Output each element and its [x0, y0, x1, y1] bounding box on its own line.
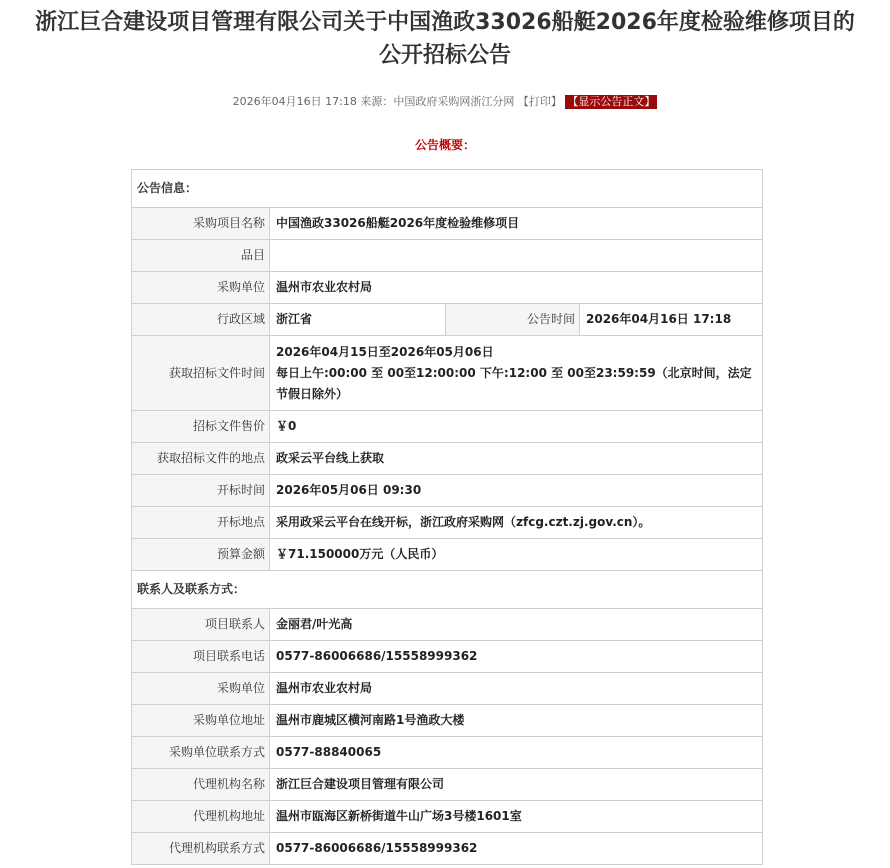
contact-value: 0577-86006686/15558999362 — [270, 833, 763, 865]
doc-time-daily-hours: 每日上午:00:00 至 00至12:00:00 下午:12:00 至 00至23:59:59（北京时间，法定节假日除外） — [276, 365, 752, 401]
table-row — [132, 411, 763, 443]
table-row — [132, 272, 763, 304]
field-label: 采购单位 — [132, 272, 270, 304]
contact-value: 温州市农业农村局 — [270, 673, 763, 705]
project-name-value: 中国渔政33026船艇2026年度检验维修项目 — [270, 208, 763, 240]
table-row — [132, 609, 763, 641]
field-label: 采购单位联系方式 — [132, 737, 270, 769]
field-label: 获取招标文件的地点 — [132, 443, 270, 475]
table-row — [132, 475, 763, 507]
title-line-2: 公开招标公告 — [378, 43, 511, 68]
table-row — [132, 705, 763, 737]
field-label: 代理机构地址 — [132, 801, 270, 833]
publish-datetime: 2026年04月16日 17:18 — [232, 95, 357, 108]
table-row — [132, 507, 763, 539]
table-row — [132, 304, 763, 336]
doc-time-value — [270, 336, 763, 411]
section-row-contact — [132, 571, 763, 609]
table-row — [132, 539, 763, 571]
table-row — [132, 336, 763, 411]
field-label: 项目联系人 — [132, 609, 270, 641]
table-row — [132, 641, 763, 673]
section-heading-notice: 公告信息： — [132, 170, 763, 208]
show-notice-button[interactable]: 【显示公告正文】 — [567, 95, 656, 108]
doc-place-value: 政采云平台线上获取 — [270, 443, 763, 475]
table-row — [132, 801, 763, 833]
field-label: 采购单位地址 — [132, 705, 270, 737]
field-label: 开标地点 — [132, 507, 270, 539]
section-heading-contact: 联系人及联系方式： — [132, 571, 763, 609]
doc-price-value: ￥0 — [270, 411, 763, 443]
contact-value: 金丽君/叶光高 — [270, 609, 763, 641]
field-label: 代理机构联系方式 — [132, 833, 270, 865]
notice-time-value: 2026年04月16日 17:18 — [580, 304, 763, 336]
region-value: 浙江省 — [270, 304, 446, 336]
table-row — [132, 240, 763, 272]
section-row-notice — [132, 170, 763, 208]
field-label: 预算金额 — [132, 539, 270, 571]
contact-value: 温州市瓯海区新桥街道牛山广场3号楼1601室 — [270, 801, 763, 833]
purchaser-value: 温州市农业农村局 — [270, 272, 763, 304]
contact-value: 0577-88840065 — [270, 737, 763, 769]
table-row — [132, 673, 763, 705]
field-label: 招标文件售价 — [132, 411, 270, 443]
table-row — [132, 737, 763, 769]
table-row — [132, 208, 763, 240]
field-label: 代理机构名称 — [132, 769, 270, 801]
print-link[interactable]: 【打印】 — [517, 95, 562, 108]
field-label: 采购项目名称 — [132, 208, 270, 240]
source-label: 来源： — [360, 95, 394, 108]
budget-value: ￥71.150000万元（人民币） — [270, 539, 763, 571]
table-row — [132, 443, 763, 475]
field-label: 项目联系电话 — [132, 641, 270, 673]
open-place-value: 采用政采云平台在线开标，浙江政府采购网（zfcg.czt.zj.gov.cn）。 — [270, 507, 763, 539]
notice-summary-table — [131, 169, 763, 865]
notice-meta — [0, 94, 890, 110]
contact-value: 0577-86006686/15558999362 — [270, 641, 763, 673]
table-row — [132, 769, 763, 801]
field-label: 获取招标文件时间 — [132, 336, 270, 411]
open-time-value: 2026年05月06日 09:30 — [270, 475, 763, 507]
page-title — [0, 6, 890, 72]
field-label: 公告时间 — [446, 304, 580, 336]
title-line-1: 浙江巨合建设项目管理有限公司关于中国渔政33026船艇2026年度检验维修项目的 — [35, 10, 855, 35]
contact-value: 温州市鹿城区横河南路1号渔政大楼 — [270, 705, 763, 737]
doc-time-date-range: 2026年04月15日至2026年05月06日 — [276, 344, 494, 359]
field-label: 开标时间 — [132, 475, 270, 507]
field-label: 品目 — [132, 240, 270, 272]
field-label: 采购单位 — [132, 673, 270, 705]
contact-value: 浙江巨合建设项目管理有限公司 — [270, 769, 763, 801]
table-row — [132, 833, 763, 865]
source-name: 中国政府采购网浙江分网 — [393, 95, 515, 108]
field-label: 行政区域 — [132, 304, 270, 336]
summary-heading: 公告概要： — [414, 138, 475, 152]
category-value — [270, 240, 763, 272]
